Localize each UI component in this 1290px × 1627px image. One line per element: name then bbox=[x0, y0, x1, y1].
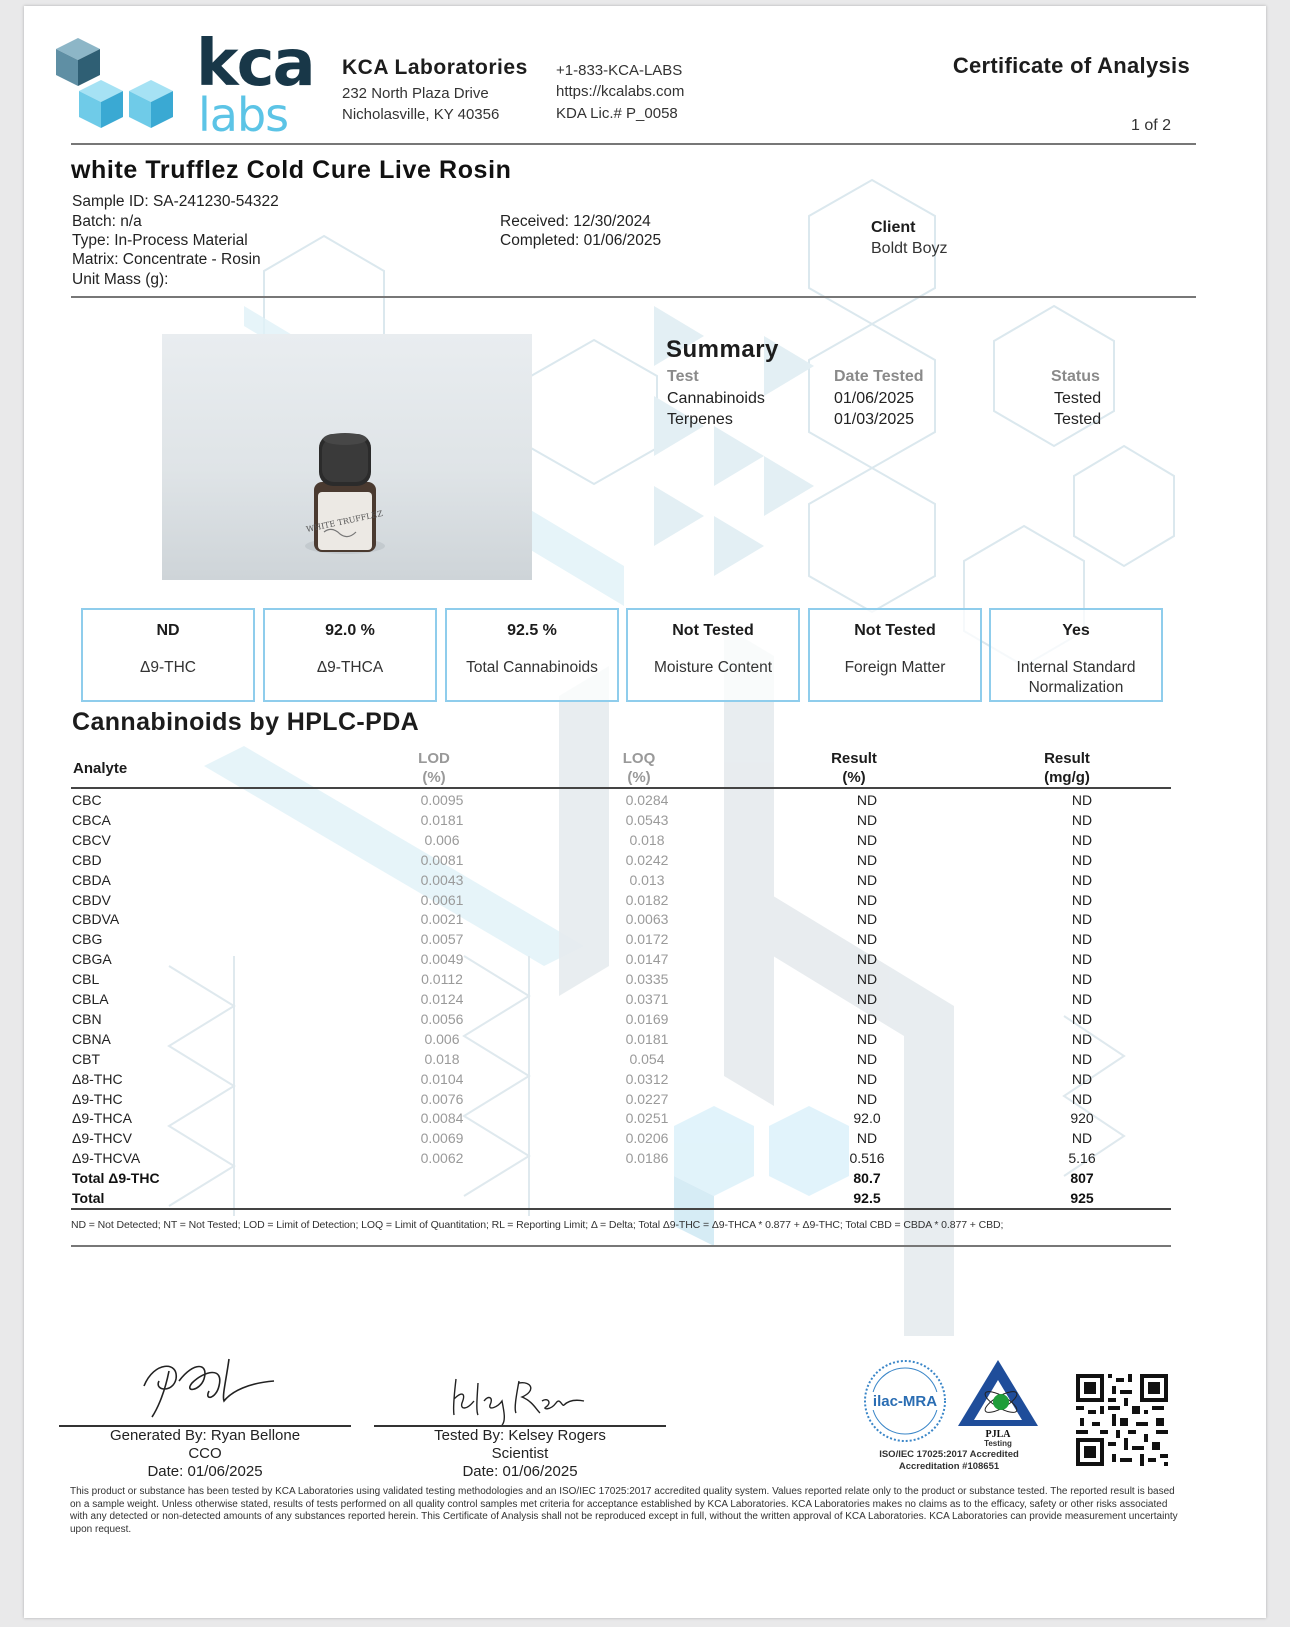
cell-result-pct: ND bbox=[856, 931, 878, 948]
cell-analyte: Δ9-THCA bbox=[72, 1110, 132, 1127]
cell-lod: 0.0104 bbox=[420, 1070, 464, 1087]
summary-row-status: Tested bbox=[1054, 390, 1102, 407]
table-row bbox=[72, 1029, 1172, 1049]
cell-result-pct: ND bbox=[856, 792, 878, 808]
cell-lod: 0.0061 bbox=[420, 891, 464, 908]
cell-loq: 0.0335 bbox=[625, 971, 669, 988]
cell-loq: 0.054 bbox=[629, 1050, 665, 1067]
result-box-value: Not Tested bbox=[672, 622, 754, 639]
qr-code-icon[interactable] bbox=[1076, 1374, 1168, 1466]
cell-result-mg: ND bbox=[1071, 811, 1093, 828]
result-box-d9-thca bbox=[263, 608, 437, 702]
cell-analyte: Total Δ9-THC bbox=[72, 1170, 160, 1187]
generated-by-date: Date: 01/06/2025 bbox=[147, 1463, 263, 1480]
document-title: Certificate of Analysis bbox=[952, 53, 1190, 78]
col-header-loq-label: LOQ bbox=[622, 750, 656, 767]
table-row bbox=[72, 830, 1172, 850]
cell-analyte: CBN bbox=[72, 1010, 102, 1027]
cell-lod: 0.0081 bbox=[420, 851, 464, 868]
cell-lod: 0.0124 bbox=[420, 991, 464, 1007]
tested-by-name: Tested By: Kelsey Rogers bbox=[434, 1427, 606, 1444]
lab-phone: +1-833-KCA-LABS bbox=[556, 62, 683, 79]
cell-result-mg: 807 bbox=[1070, 1170, 1094, 1187]
cell-loq: 0.0251 bbox=[625, 1110, 669, 1127]
cell-analyte: CBL bbox=[72, 971, 100, 988]
result-box-label: Total Cannabinoids bbox=[466, 659, 598, 676]
client-name: Boldt Boyz bbox=[871, 240, 948, 257]
summary-row-test: Cannabinoids bbox=[667, 390, 765, 407]
cell-analyte: CBDVA bbox=[72, 911, 120, 928]
cell-analyte: Total bbox=[72, 1190, 105, 1206]
pjla-testing-label: Testing bbox=[984, 1439, 1012, 1448]
cell-analyte: CBG bbox=[72, 931, 103, 948]
col-header-result-mg-label: Result bbox=[1044, 750, 1090, 767]
result-box-d9-thc bbox=[81, 608, 255, 702]
cell-analyte: CBT bbox=[72, 1050, 100, 1067]
cell-result-pct: ND bbox=[856, 811, 878, 828]
table-row bbox=[72, 1069, 1172, 1089]
cell-loq: 0.0169 bbox=[625, 1010, 669, 1027]
accreditation-number: Accreditation #108651 bbox=[898, 1461, 1000, 1472]
cell-loq: 0.0206 bbox=[625, 1130, 669, 1147]
cell-lod: 0.0049 bbox=[420, 951, 464, 968]
cell-analyte: Δ9-THC bbox=[72, 1090, 123, 1107]
signature-kelsey-rogers bbox=[444, 1371, 594, 1426]
cell-loq: 0.0063 bbox=[625, 911, 669, 928]
cell-analyte: CBDA bbox=[72, 871, 111, 888]
cell-lod: 0.0084 bbox=[420, 1110, 464, 1127]
lab-website[interactable]: https://kcalabs.com bbox=[556, 83, 685, 100]
cell-loq: 0.0186 bbox=[625, 1150, 669, 1167]
table-row bbox=[72, 1188, 1172, 1208]
cell-loq: 0.0312 bbox=[625, 1070, 669, 1087]
cell-result-pct: ND bbox=[856, 1010, 878, 1027]
footnote-divider bbox=[71, 1245, 1171, 1247]
cell-lod: 0.0181 bbox=[420, 811, 464, 828]
client-label: Client bbox=[871, 219, 916, 236]
cell-result-mg: ND bbox=[1071, 871, 1093, 888]
table-row bbox=[72, 1108, 1172, 1128]
coa-page bbox=[24, 6, 1266, 1618]
cell-loq: 0.018 bbox=[629, 831, 665, 848]
lab-address-line2: Nicholasville, KY 40356 bbox=[342, 106, 500, 123]
cell-result-mg: ND bbox=[1071, 1130, 1093, 1147]
cell-result-mg: ND bbox=[1071, 931, 1093, 948]
col-header-lod-label: LOD bbox=[418, 750, 450, 767]
summary-header-date: Date Tested bbox=[834, 368, 924, 385]
table-row bbox=[72, 1089, 1172, 1109]
col-header-result-pct-unit: (%) bbox=[842, 769, 866, 786]
cell-analyte: CBLA bbox=[72, 991, 109, 1007]
cell-loq: 0.0147 bbox=[625, 951, 669, 968]
result-box-value: 92.0 % bbox=[325, 622, 375, 639]
result-box-value: ND bbox=[156, 622, 180, 639]
result-box-value: Not Tested bbox=[854, 622, 936, 639]
jar-label-text: WHITE TRUFFLEZ bbox=[305, 509, 384, 535]
date-completed: Completed: 01/06/2025 bbox=[500, 232, 662, 249]
kca-cubes-logo-icon bbox=[54, 36, 179, 136]
cell-analyte: CBGA bbox=[72, 951, 112, 968]
cell-loq: 0.013 bbox=[629, 871, 665, 888]
cell-result-pct: ND bbox=[856, 891, 878, 908]
table-row bbox=[72, 969, 1172, 989]
col-header-result-mg-unit: (mg/g) bbox=[1044, 769, 1090, 786]
table-row bbox=[72, 989, 1172, 1009]
ilac-mra-logo-icon bbox=[862, 1358, 948, 1444]
cell-analyte: CBNA bbox=[72, 1030, 111, 1047]
ilac-mra-text: ilac-MRA bbox=[872, 1393, 938, 1410]
table-row bbox=[72, 790, 1172, 810]
header-divider bbox=[71, 143, 1196, 145]
legal-disclaimer: This product or substance has been tested by KCA Laboratories using validated testing methodologies and an ISO/IEC 17025:2017 accredited quality system. Values reported relate only to the product or substance tested. The reported result is based on a sample weight. Unless otherwise stated, results of tests performed on all quality control samples met criteria for acceptance established by KCA Laboratories. KCA Laboratories makes no claims as to the efficacy, safety or other risks associated with any detected or non-detected amounts of any substances reported herein. This Certificate of Analysis shall not be reproduced except in full, without the written approval of KCA Laboratories. KCA Laboratories can provide measurement uncertainty upon request. bbox=[70, 1486, 1178, 1535]
cell-analyte: CBCA bbox=[72, 811, 111, 828]
info-divider bbox=[71, 296, 1196, 298]
cell-loq: 0.0227 bbox=[625, 1090, 669, 1107]
cell-lod: 0.0112 bbox=[421, 971, 463, 988]
result-box-internal-standard bbox=[989, 608, 1163, 702]
cell-result-pct: 92.5 bbox=[853, 1190, 881, 1206]
cell-result-pct: ND bbox=[856, 1070, 878, 1087]
cell-loq: 0.0371 bbox=[625, 991, 669, 1007]
tested-by-role: Scientist bbox=[491, 1445, 549, 1462]
lab-address-line1: 232 North Plaza Drive bbox=[342, 85, 489, 102]
cell-lod: 0.0057 bbox=[420, 931, 464, 948]
cell-analyte: CBCV bbox=[72, 831, 111, 848]
cell-result-mg: ND bbox=[1071, 792, 1093, 808]
result-box-value: Yes bbox=[1062, 622, 1090, 639]
cell-loq: 0.0181 bbox=[625, 1030, 669, 1047]
cell-result-mg: ND bbox=[1071, 1050, 1093, 1067]
summary-row-status: Tested bbox=[1054, 411, 1102, 428]
cell-result-mg: ND bbox=[1071, 1030, 1093, 1047]
cell-analyte: CBC bbox=[72, 792, 102, 808]
table-row bbox=[72, 909, 1172, 929]
cell-lod: 0.0021 bbox=[420, 911, 464, 928]
col-header-result-pct bbox=[817, 749, 891, 787]
result-box-label: Δ9-THCA bbox=[316, 659, 384, 676]
cell-result-mg: 925 bbox=[1070, 1190, 1094, 1206]
col-header-lod-unit: (%) bbox=[422, 769, 446, 786]
iso-accreditation-text bbox=[854, 1449, 1044, 1473]
cell-result-mg: ND bbox=[1071, 911, 1093, 928]
cell-result-pct: ND bbox=[856, 1050, 878, 1067]
cell-loq: 0.0284 bbox=[625, 792, 669, 808]
cell-result-mg: ND bbox=[1071, 1090, 1093, 1107]
iso-line: ISO/IEC 17025:2017 Accredited bbox=[879, 1449, 1019, 1460]
col-header-result-mg bbox=[1027, 749, 1107, 787]
cell-analyte: CBD bbox=[72, 851, 102, 868]
cell-lod: 0.006 bbox=[424, 831, 460, 848]
cell-result-mg: ND bbox=[1071, 851, 1093, 868]
cell-result-mg: ND bbox=[1071, 951, 1093, 968]
cell-result-pct: 80.7 bbox=[853, 1170, 881, 1187]
cell-result-mg: ND bbox=[1071, 1010, 1093, 1027]
table-row bbox=[72, 890, 1172, 910]
table-bottom-divider bbox=[71, 1208, 1171, 1210]
sample-unit-mass: Unit Mass (g): bbox=[72, 271, 169, 288]
cell-result-pct: ND bbox=[856, 911, 878, 928]
cell-lod: 0.0095 bbox=[420, 792, 464, 808]
pjla-logo-icon bbox=[956, 1358, 1040, 1442]
sample-matrix: Matrix: Concentrate - Rosin bbox=[72, 251, 261, 268]
product-photo bbox=[162, 334, 532, 580]
sample-type: Type: In-Process Material bbox=[72, 232, 248, 249]
lab-name: KCA Laboratories bbox=[342, 56, 528, 79]
generated-by-role: CCO bbox=[188, 1445, 222, 1462]
sample-id: Sample ID: SA-241230-54322 bbox=[72, 193, 279, 210]
result-box-total-cannabinoids bbox=[445, 608, 619, 702]
result-box-foreign-matter bbox=[808, 608, 982, 702]
cell-result-mg: ND bbox=[1071, 891, 1093, 908]
product-name: white Trufflez Cold Cure Live Rosin bbox=[71, 156, 512, 184]
result-box-label: Δ9-THC bbox=[140, 659, 196, 676]
table-row bbox=[72, 949, 1172, 969]
table-header-divider bbox=[71, 787, 1171, 789]
cell-lod: 0.0062 bbox=[420, 1150, 464, 1167]
lab-license: KDA Lic.# P_0058 bbox=[556, 105, 678, 122]
cell-analyte: Δ9-THCVA bbox=[72, 1150, 141, 1167]
cell-lod: 0.0043 bbox=[420, 871, 464, 888]
summary-header-test: Test bbox=[667, 368, 699, 385]
cell-analyte: Δ8-THC bbox=[72, 1070, 123, 1087]
table-row bbox=[72, 850, 1172, 870]
summary-header-status: Status bbox=[1051, 368, 1100, 385]
cell-result-mg: 5.16 bbox=[1068, 1150, 1096, 1167]
table-footnote: ND = Not Detected; NT = Not Tested; LOD = Limit of Detection; LOQ = Limit of Quantitation; RL = Reporting Limit; Δ = Delta; Total Δ9-THC = Δ9-THCA * 0.877 + Δ9-THC; Total CBD = CBDA * 0.877 + CBD; bbox=[71, 1219, 1004, 1231]
signature-ryan-bellone bbox=[134, 1351, 284, 1421]
cell-result-pct: ND bbox=[856, 991, 878, 1007]
result-box-value: 92.5 % bbox=[507, 622, 557, 639]
result-box-label: Foreign Matter bbox=[844, 659, 946, 676]
table-row bbox=[72, 1168, 1172, 1188]
col-header-result-pct-label: Result bbox=[831, 750, 877, 767]
result-box-label: Moisture Content bbox=[653, 659, 773, 676]
cell-result-pct: ND bbox=[856, 1130, 878, 1147]
table-row bbox=[72, 870, 1172, 890]
table-row bbox=[72, 929, 1172, 949]
cannabinoids-section-title: Cannabinoids by HPLC-PDA bbox=[72, 708, 420, 736]
sample-batch: Batch: n/a bbox=[72, 213, 142, 230]
col-header-analyte: Analyte bbox=[73, 760, 128, 777]
result-box-moisture bbox=[626, 608, 800, 702]
cell-loq: 0.0182 bbox=[625, 891, 669, 908]
summary-row-test: Terpenes bbox=[667, 411, 733, 428]
cell-result-pct: ND bbox=[856, 1090, 878, 1107]
logo-kca-text: kca bbox=[196, 27, 314, 101]
table-row bbox=[72, 810, 1172, 830]
table-row bbox=[72, 1128, 1172, 1148]
summary-row-date: 01/03/2025 bbox=[834, 411, 915, 428]
cell-result-pct: ND bbox=[856, 951, 878, 968]
col-header-lod bbox=[402, 749, 466, 787]
cell-result-mg: 920 bbox=[1070, 1110, 1094, 1127]
cell-lod: 0.006 bbox=[424, 1030, 460, 1047]
cell-result-pct: ND bbox=[856, 971, 878, 988]
sample-jar-image bbox=[162, 334, 532, 580]
table-row bbox=[72, 1009, 1172, 1029]
summary-row-date: 01/06/2025 bbox=[834, 390, 915, 407]
pjla-text: PJLA bbox=[985, 1429, 1011, 1440]
cell-loq: 0.0242 bbox=[625, 851, 669, 868]
cell-analyte: CBDV bbox=[72, 891, 111, 908]
cell-result-mg: ND bbox=[1071, 831, 1093, 848]
page-indicator: 1 of 2 bbox=[1130, 117, 1171, 134]
col-header-loq bbox=[607, 749, 671, 787]
table-row bbox=[72, 1049, 1172, 1069]
table-row bbox=[72, 1148, 1172, 1168]
cell-result-pct: ND bbox=[856, 851, 878, 868]
logo-labs-text: labs bbox=[198, 88, 289, 142]
cell-lod: 0.0056 bbox=[420, 1010, 464, 1027]
cell-result-pct: 92.0 bbox=[853, 1110, 881, 1127]
tested-by-block bbox=[374, 1427, 666, 1481]
cell-result-mg: ND bbox=[1071, 991, 1093, 1007]
cell-result-pct: ND bbox=[856, 1030, 878, 1047]
tested-by-date: Date: 01/06/2025 bbox=[462, 1463, 578, 1480]
date-received: Received: 12/30/2024 bbox=[500, 213, 651, 230]
cell-loq: 0.0172 bbox=[625, 931, 669, 948]
cell-result-pct: ND bbox=[856, 871, 878, 888]
cell-result-mg: ND bbox=[1071, 1070, 1093, 1087]
cell-lod: 0.0076 bbox=[420, 1090, 464, 1107]
cell-result-pct: 0.516 bbox=[849, 1150, 885, 1167]
cell-loq: 0.0543 bbox=[625, 811, 669, 828]
cell-lod: 0.018 bbox=[424, 1050, 460, 1067]
cell-result-mg: ND bbox=[1071, 971, 1093, 988]
cell-analyte: Δ9-THCV bbox=[72, 1130, 132, 1147]
generated-by-name: Generated By: Ryan Bellone bbox=[109, 1427, 301, 1444]
col-header-loq-unit: (%) bbox=[627, 769, 651, 786]
summary-title: Summary bbox=[666, 336, 779, 363]
generated-by-block bbox=[59, 1427, 351, 1481]
result-box-label: Internal Standard Normalization bbox=[1016, 659, 1136, 696]
cell-lod: 0.0069 bbox=[420, 1130, 464, 1147]
cell-result-pct: ND bbox=[856, 831, 878, 848]
